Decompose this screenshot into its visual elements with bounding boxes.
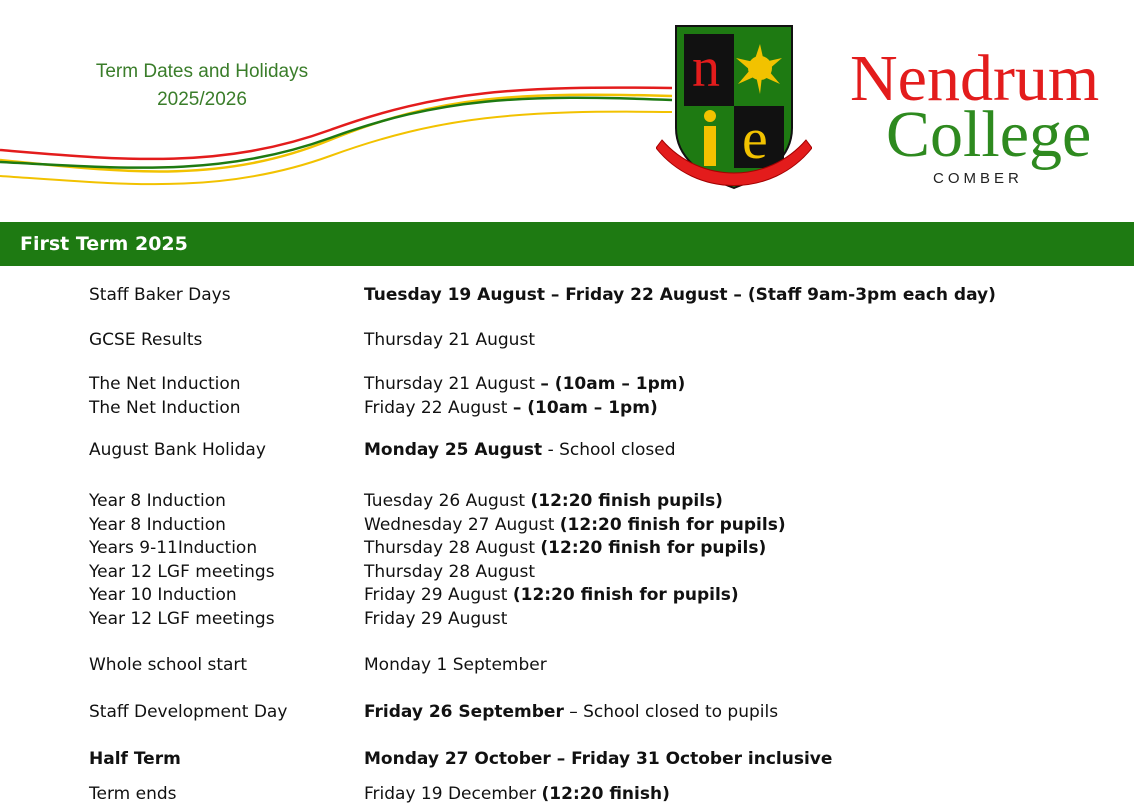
row-value bbox=[364, 747, 832, 771]
row-label: Years 9-11Induction bbox=[89, 538, 258, 558]
row-value bbox=[364, 536, 766, 560]
row-value-bold: Monday 27 October – Friday 31 October inclusive bbox=[364, 749, 833, 769]
row-value-bold: Monday 25 August bbox=[364, 440, 543, 460]
row-value-plain: Tuesday 26 August bbox=[364, 491, 531, 511]
list-item bbox=[0, 283, 1134, 307]
row-label: Whole school start bbox=[89, 655, 248, 675]
row-value-plain: Friday 29 August bbox=[364, 585, 513, 605]
brand-name-nendrum: Nendrum bbox=[850, 42, 1100, 115]
row-value-bold: (12:20 finish) bbox=[541, 784, 670, 804]
row-value-bold: Tuesday 19 August – Friday 22 August – (Staff 9am-3pm each day) bbox=[364, 285, 996, 305]
list-item bbox=[0, 700, 1134, 724]
row-value-bold: – (10am – 1pm) bbox=[540, 374, 686, 394]
section-header-first-term bbox=[0, 222, 1134, 266]
svg-text:n: n bbox=[692, 37, 720, 99]
row-value: Thursday 28 August bbox=[364, 562, 535, 582]
row-value-plain: Wednesday 27 August bbox=[364, 515, 560, 535]
list-item bbox=[0, 489, 1134, 513]
list-item bbox=[0, 747, 1134, 771]
row-value: Monday 1 September bbox=[364, 655, 547, 675]
row-label: The Net Induction bbox=[89, 398, 241, 418]
list-item bbox=[0, 560, 1134, 584]
row-label: Year 8 Induction bbox=[89, 491, 226, 511]
row-label: Staff Development Day bbox=[89, 702, 288, 722]
list-item bbox=[0, 328, 1134, 352]
row-value-bold: (12:20 finish pupils) bbox=[530, 491, 723, 511]
row-label: Year 12 LGF meetings bbox=[89, 562, 275, 582]
row-value-plain: Friday 22 August bbox=[364, 398, 513, 418]
section-title: First Term 2025 bbox=[20, 233, 188, 255]
row-value bbox=[364, 283, 996, 307]
row-value-bold: Friday 26 September bbox=[364, 702, 564, 722]
row-value bbox=[364, 700, 778, 724]
document-title bbox=[42, 58, 362, 114]
row-label: Year 12 LGF meetings bbox=[89, 609, 275, 629]
row-label: Term ends bbox=[89, 784, 177, 804]
list-item bbox=[0, 372, 1134, 396]
row-value bbox=[364, 438, 676, 462]
svg-text:e: e bbox=[742, 106, 768, 171]
list-item bbox=[0, 583, 1134, 607]
list-item bbox=[0, 653, 1134, 677]
row-value bbox=[364, 782, 670, 806]
row-value-bold: (12:20 finish for pupils) bbox=[540, 538, 767, 558]
row-label: Staff Baker Days bbox=[89, 285, 231, 305]
row-value: Thursday 21 August bbox=[364, 330, 535, 350]
row-value-bold: (12:20 finish for pupils) bbox=[559, 515, 786, 535]
row-value bbox=[364, 396, 658, 420]
row-value bbox=[364, 583, 739, 607]
row-value bbox=[364, 489, 723, 513]
row-label: Year 10 Induction bbox=[89, 585, 237, 605]
row-value: Friday 29 August bbox=[364, 609, 508, 629]
document-title-line-2: 2025/2026 bbox=[157, 89, 247, 110]
row-value bbox=[364, 513, 786, 537]
row-value-plain: - School closed bbox=[542, 440, 676, 460]
college-crest-logo bbox=[656, 18, 812, 208]
row-value-plain: Thursday 28 August bbox=[364, 538, 541, 558]
row-value bbox=[364, 372, 685, 396]
list-item bbox=[0, 607, 1134, 631]
row-label: Half Term bbox=[89, 749, 181, 769]
list-item bbox=[0, 396, 1134, 420]
row-label: August Bank Holiday bbox=[89, 440, 266, 460]
brand-location: COMBER bbox=[933, 170, 1023, 187]
row-label: Year 8 Induction bbox=[89, 515, 226, 535]
document-title-line-1: Term Dates and Holidays bbox=[95, 61, 309, 82]
row-value-bold: – (10am – 1pm) bbox=[512, 398, 658, 418]
list-item bbox=[0, 782, 1134, 806]
row-value-bold: (12:20 finish for pupils) bbox=[512, 585, 739, 605]
row-value-plain: – School closed to pupils bbox=[563, 702, 779, 722]
list-item bbox=[0, 438, 1134, 462]
list-item bbox=[0, 513, 1134, 537]
row-label: GCSE Results bbox=[89, 330, 203, 350]
list-item bbox=[0, 536, 1134, 560]
page-header bbox=[0, 0, 1134, 222]
row-label: The Net Induction bbox=[89, 374, 241, 394]
row-value-plain: Thursday 21 August bbox=[364, 374, 541, 394]
row-value-plain: Friday 19 December bbox=[364, 784, 542, 804]
brand-name-college: College bbox=[886, 98, 1092, 171]
